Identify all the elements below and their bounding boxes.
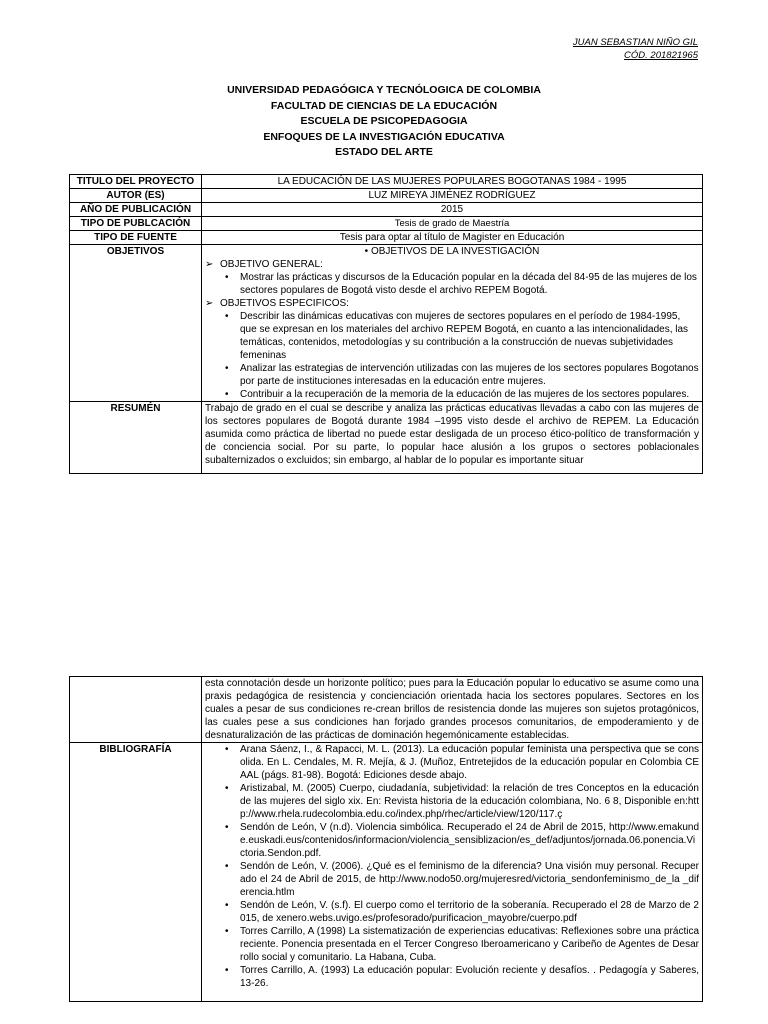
bibliography-item: • Arana Sáenz, I., & Rapacci, M. L. (2013). La educación popular feminista una perspectiva que se consolida. En L. Cendales, M. R. Mejía, & J. (Muñoz, Entretejidos de la educación popular en Colombia CEAAL (págs. 81-98). Bogotá: Ediciones desde abajo. [205, 743, 699, 782]
document-title: ESTADO DEL ARTE [335, 146, 433, 158]
specific-objective-title: OBJETIVOS ESPECIFICOS: [220, 298, 349, 309]
table-row [70, 245, 703, 402]
row-label: TIPO DE PUBLCACIÓN [70, 217, 202, 231]
specific-objective-group [205, 297, 699, 310]
project-title-value: LA EDUCACIÓN DE LAS MUJERES POPULARES BOGOTANAS 1984 - 1995 [202, 175, 703, 189]
author-value: LUZ MIREYA JIMÉNEZ RODRÍGUEZ [202, 189, 703, 203]
list-item: • Describir las dinámicas educativas con mujeres de sectores populares en el período de 1984-1995, que se expresan en los materiales del archivo REPEM Bogotá, en cuanto a las intencionalidades, las temáticas, contenidos, metodologías y su contribución a la construcción de nuevas subjetividades femeninas [205, 310, 699, 362]
row-label: RESUMÉN [70, 402, 202, 474]
specific-objectives-list [205, 310, 699, 401]
bibliography-item: • Aristizabal, M. (2005) Cuerpo, ciudadanía, subjetividad: la relación de tres Conceptos en la educación de las mujeres del siglo xix. En: Revista historia de la educación colombiana, No. 6 8, Disponible en:http://www.rhela.rudecolombia.edu.co/index.php/rhec/article/view/120/117.ç [205, 782, 699, 821]
table-row [70, 402, 703, 474]
summary-text-part1: Trabajo de grado en el cual se describe y analiza las prácticas educativas llevadas a cabo con las mujeres de los sectores populares de Bogotá durante 1984 –1995 visto desde el archivo de REPEM. La Educación asumida como práctica de libertad no puede estar desligada de un proceso ético-político de transformación y de conciencia social. Por su parte, lo popular hace alusión a los grupos o sectores poblacionales subalternizados o excluidos; sin embargo, al hablar de lo popular es importante situar [205, 403, 699, 466]
publication-type-value: Tesis de grado de Maestría [202, 217, 703, 231]
table-row [70, 231, 703, 245]
university-name: UNIVERSIDAD PEDAGÓGICA Y TECNÓLOGICA DE COLOMBIA [227, 84, 541, 96]
author-code: CÓD. 201821965 [624, 50, 698, 61]
document-header [0, 83, 768, 161]
bibliography-list [205, 743, 699, 990]
objectives-heading: • OBJETIVOS DE LA INVESTIGACIÓN [205, 245, 699, 258]
author-name: JUAN SEBASTIAN NIÑO GIL [572, 37, 698, 48]
general-objective-group [205, 258, 699, 271]
author-block [573, 36, 698, 62]
course-name: ENFOQUES DE LA INVESTIGACIÓN EDUCATIVA [263, 130, 505, 143]
list-item: • Analizar las estrategias de intervención utilizadas con las mujeres de los sectores populares Bogotanos por parte de instituciones interesadas en la educación entre mujeres. [205, 362, 699, 388]
specific-objectives-header [205, 297, 699, 310]
school-name: ESCUELA DE PSICOPEDAGOGIA [300, 115, 468, 127]
list-item: • Contribuir a la recuperación de la memoria de la educación de las mujeres de los sectores populares. [205, 388, 699, 401]
bibliography-item: • Sendón de León, V. (s.f). El cuerpo como el territorio de la soberanía. Recuperado el 28 de Marzo de 2015, de xenero.webs.uvigo.es/profesorado/purificacion_mayobre/cuerpo.pdf [205, 899, 699, 925]
row-label: BIBLIOGRAFÍA [70, 743, 202, 1002]
table-row [70, 217, 703, 231]
state-of-art-table [69, 174, 703, 474]
table-row [70, 203, 703, 217]
table-row [70, 189, 703, 203]
general-objective-title: OBJETIVO GENERAL: [220, 259, 323, 270]
table-row [70, 743, 703, 1002]
bibliography-item: • Torres Carrillo, A (1998) La sistematización de experiencias educativas: Reflexiones sobre una práctica reciente. Ponencia presentada en el Tercer Congreso Iberoamericano y Caribeño de Agentes de Desarrollo social y comunitario. La Habana, Cuba. [205, 925, 699, 964]
row-label: OBJETIVOS [70, 245, 202, 402]
row-label: TIPO DE FUENTE [70, 231, 202, 245]
row-label-empty [70, 677, 202, 743]
table-row [70, 677, 703, 743]
row-label: TITULO DEL PROYECTO [70, 175, 202, 189]
bibliography-cell [202, 743, 703, 1002]
bibliography-item: • Sendón de León, V (n.d). Violencia simbólica. Recuperado el 24 de Abril de 2015, http://www.emakunde.euskadi.eus/contenidos/informacion/violencia_sensiblizacion/es_def/adjuntos/jornada.06.ponencia.Victoria.Sendon.pdf. [205, 821, 699, 860]
summary-cell [202, 402, 703, 474]
state-of-art-table-continued [69, 676, 703, 1002]
summary-text-part2: esta connotación desde un horizonte político; pues para la Educación popular lo educativo se asume como una praxis pedagógica de resistencia y concienciación orientada hacia los sectores populares. Sectores en los cuales a pesar de sus condiciones re-crean brillos de resistencia donde las mujeres son sujetos protagónicos, las cuales pese a sus condiciones han forjado grandes procesos comunitarios, de empoderamiento y de desnaturalización de las prácticas de dominación hegemónicamente establecidas. [202, 677, 703, 743]
source-type-value: Tesis para optar al título de Magister en Educación [202, 231, 703, 245]
general-objectives-list [205, 271, 699, 297]
bibliography-item: • Torres Carrillo, A. (1993) La educación popular: Evolución reciente y desafíos. . Pedagogía y Saberes, 13-26. [205, 964, 699, 990]
faculty-name: FACULTAD DE CIENCIAS DE LA EDUCACIÓN [270, 99, 498, 112]
list-item: • Mostrar las prácticas y discursos de la Educación popular en la década del 84-95 de las mujeres de los sectores populares de Bogotá visto desde el archivo REPEM Bogotá. [205, 271, 699, 297]
table-row [70, 175, 703, 189]
row-label: AÑO DE PUBLICACIÓN [70, 203, 202, 217]
bibliography-item: • Sendón de León, V. (2006). ¿Qué es el feminismo de la diferencia? Una visión muy personal. Recuperado el 24 de Abril de 2015, de http://www.nodo50.org/mujeresred/victoria_sendonfeminismo_de_la _diferencia.htlm [205, 860, 699, 899]
objectives-cell [202, 245, 703, 402]
document-page-2 [0, 676, 768, 1024]
objectives-list [205, 258, 699, 271]
year-value: 2015 [202, 203, 703, 217]
row-label: AUTOR (ES) [70, 189, 202, 203]
